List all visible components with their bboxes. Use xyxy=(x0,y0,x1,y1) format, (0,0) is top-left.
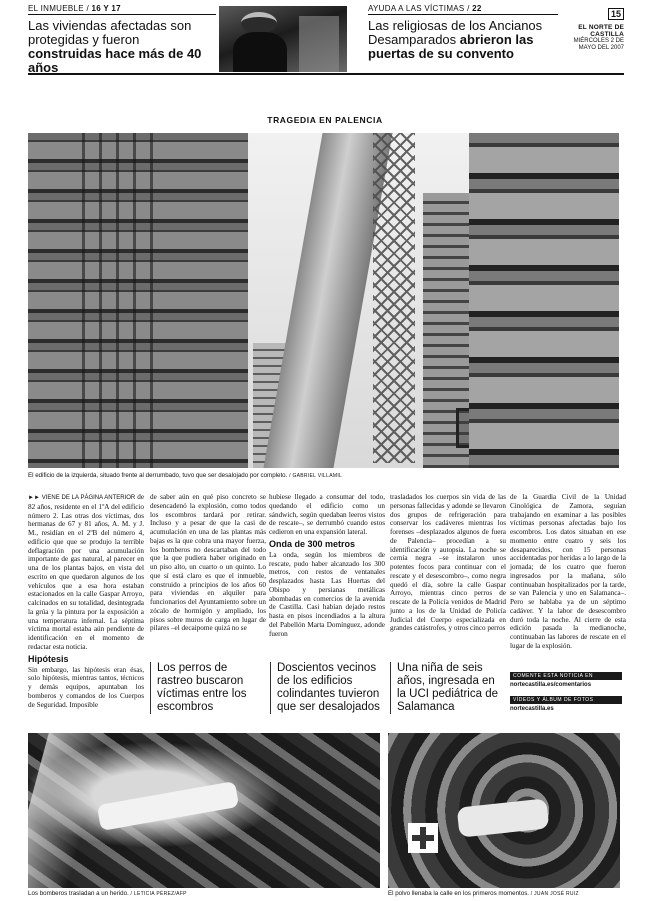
web-link-comments[interactable]: nortecastilla.es/comentarios xyxy=(510,682,592,688)
folio xyxy=(544,4,624,52)
pull-head-1[interactable]: Los perros de rastreo buscaron víctimas entre los escombros xyxy=(150,662,262,714)
subhead-onda: Onda de 300 metros xyxy=(269,538,356,549)
section-title: TRAGEDIA EN PALENCIA xyxy=(267,115,383,125)
date-line-1: MIÉRCOLES 2 DE xyxy=(573,38,624,44)
web-links xyxy=(510,672,622,720)
bottom-photo-rescue[interactable] xyxy=(28,733,380,888)
teaser-mid-headline: Las religiosas de los Ancianos Desamparados abrieron las puertas de su convento xyxy=(368,18,543,61)
teaser-left[interactable] xyxy=(28,4,216,75)
date-line-2: MAYO DEL 2007 xyxy=(578,45,624,51)
subhead-hipotesis: Hipótesis xyxy=(28,653,69,664)
bottom-photo-1-caption: Los bomberos trasladan a un herido. / LETICIA PÉREZ/AFP xyxy=(28,890,187,897)
bottom-photo-street[interactable] xyxy=(388,733,620,888)
teaser-mid[interactable] xyxy=(368,4,558,61)
article-column-5: de la Guardia Civil de la Unidad Cinológica de Zamora, seguían trabajando en examinar a las posibles víctimas personas afectadas bajo los escombros. Los datos situaban en ese momento entre cuatro y seis los desaparecidos, con 15 personas accidentadas por heridas a lo largo de la jornada; de los cuatro que fueron ingresados por la mañana, sólo continuaban hospitalizados por la tarde, se van Palencia y uno en Salamanca–. Pero se hablaba ya de un séptimo cadáver. Y la labor de desescombro duró toda la noche. Al cierre de esta edición pasada la medianoche, continuaban las labores de rescate en el lugar de la explosión. xyxy=(510,493,626,650)
header-rule xyxy=(28,73,624,75)
main-photo-caption: El edificio de la izquierda, situado frente al derrumbado, tuvo que ser desalojado por completo. / GABRIEL VILLAMIL xyxy=(28,472,343,479)
teaser-mid-kicker: AYUDA A LAS VÍCTIMAS / 22 xyxy=(368,4,558,15)
article-column-2: de saber aún en qué piso concreto se desencadenó la explosión, como todos los escombros tardará por retirar. Incluso y a pesar de que la casi de acumulación en una de las plantas más bajas es la que cobra una mayor fuerza, los bomberos no descartaban del todo que la que pudiera haber originado en un piso alto, un cuarto o un quinto. Lo que sí está claro es que el inmueble, construido a principios de los años 60 para viviendas en alquiler para funcionarios del Ayuntamiento sobre un zócalo de hormigón y ampliado, los pisos sobre muros de carga en lugar de pilares –el decaipome quizá no se xyxy=(150,493,266,633)
page-header xyxy=(28,4,624,75)
main-photo-credit: / GABRIEL VILLAMIL xyxy=(289,473,343,479)
main-photo[interactable] xyxy=(28,133,619,468)
teaser-photo xyxy=(219,6,347,72)
article-column-3: hubiese llegado a consumar del todo, quedando el edificio como un sándwich, según quedaban leeros vistos de rescate–, se derrumbó cuando estos cedieron en una expansión lateral. Onda de 300 metros La onda, según los miembros de rescate, pudo haber alcanzado los 300 metros, con restos de ventanales desplazados hasta Las Huertas del Obispo y persianas metálicas abombadas en comercios de la avenida de Castilla. Casi habían dejado restos hasta en pisos incendiados a la altura del Pabellón Marta Domínguez, adonde fueron xyxy=(269,493,385,638)
teaser-left-kicker: EL INMUEBLE / 16 Y 17 xyxy=(28,4,216,15)
bottom-photo-2-caption: El polvo llenaba la calle en los primeros momentos. / JUAN JOSÉ RUIZ xyxy=(388,890,579,897)
page-number: 15 xyxy=(608,8,624,20)
bottom-photo-2-credit: / JUAN JOSÉ RUIZ xyxy=(530,891,579,897)
lead-marker: ►► VIENE DE LA PÁGINA ANTERIOR xyxy=(28,495,136,501)
newspaper-brand: EL NORTE DE CASTILLA xyxy=(578,24,624,38)
web-link-videos[interactable]: nortecastilla.es xyxy=(510,706,554,712)
red-cross-icon xyxy=(408,823,438,853)
article-column-1: ►► VIENE DE LA PÁGINA ANTERIOR de 82 años, residente en el 1ºA del edificio número 2. Las otras dos víctimas, dos hermanas de 67 y 81 años, A. M. y J. M., residían en el 2ºB del número 4, edificio que que se produjo la terrible deflagración por una acumulación importante de gas natural, al parecer en una de los plantas bajos, en vista del escrito en que quedaron algunos de los vehículos que a esa hora estaban estacionados en la calle Gaspar Arroyo, calcinados en su totalidad, desintegrada la grúa y la pintura por la exposición a una temperatura infernal. La séptima víctima mortal estaba aún pendiente de identificación en el momento de redactar esta noticia. Hipótesis Sin embargo, las hipótesis eran ésas, solo hipótesis, mientras tantos, técnicos y demás equipos, apuntaban los bomberos y comandos de los Cuerpos de Seguridad. Imposible xyxy=(28,493,145,709)
article-col3-text-b: La onda, según los miembros de rescate, pudo haber alcanzado los 300 metros, con restos de ventanales desplazados hasta Las Huertas del Obispo y persianas metálicas abombadas en comercios de la avenida de Castilla. Casi habían dejado restos hasta en pisos incendiados a la altura del Pabellón Marta Domínguez, adonde fueron xyxy=(269,550,385,638)
pull-head-2[interactable]: Doscientos vecinos de los edificios colindantes tuvieron que ser desalojados xyxy=(270,662,382,714)
pull-head-3[interactable]: Una niña de seis años, ingresada en la UCI pediátrica de Salamanca xyxy=(390,662,502,714)
teaser-left-headline: Las viviendas afectadas son protegidas y fueron construidas hace más de 40 años xyxy=(28,18,202,75)
web-link-label: COMENTE ESTA NOTICIA EN xyxy=(510,672,622,680)
web-link-label: VÍDEOS Y ÁLBUM DE FOTOS xyxy=(510,696,622,704)
bottom-photo-1-credit: / LETICIA PÉREZ/AFP xyxy=(130,891,187,897)
article-col1-text-b: Sin embargo, las hipótesis eran ésas, solo hipótesis, mientras tantos, técnicos y demás equipos, apuntaban los bomberos y comandos de los Cuerpos de Seguridad. Imposible xyxy=(28,665,144,709)
article-column-4: trasladados los cuerpos sin vida de las personas fallecidas y adonde se llevaron dos grupos de refrigeración para conservar los cadáveres mientras los forenses –desplazados algunos de fuera de Palencia– procedían a su identificación y autopsia. La noche se cernía negra –se instalaron unos potentes focos para continuar con el rescate y el desescombro–, como negra quedó el día, sobre la calle Gaspar Arroyo, mientras cinco perros de rescate de la Policía venidos de Madrid junto a los de la Unidad de Policía Judicial del Cuerpo especializada en grandes catástrofes, y otros cinco perros xyxy=(390,493,506,633)
